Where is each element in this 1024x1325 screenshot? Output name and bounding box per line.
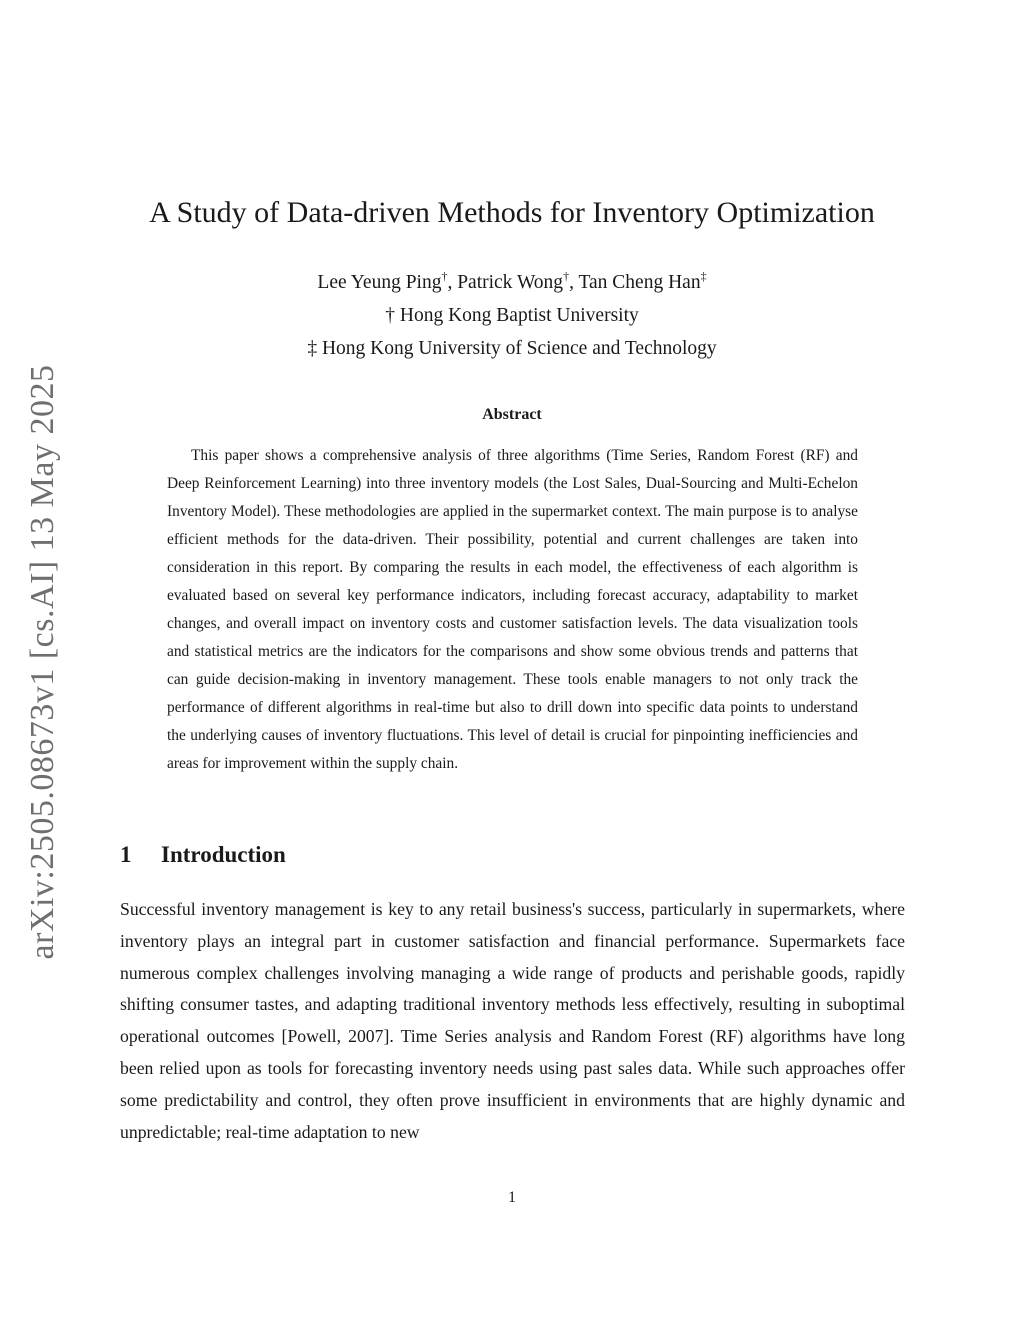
section-title: Introduction [161, 842, 286, 867]
author-name: Tan Cheng Han [578, 272, 701, 293]
section-number: 1 [120, 842, 132, 867]
author-name: Lee Yeung Ping [317, 272, 442, 293]
affiliation-line-1: † Hong Kong Baptist University [385, 305, 639, 326]
abstract-text: This paper shows a comprehensive analysis of three algorithms (Time Series, Random Forest (RF) and Deep Reinforcement Learning) into three inventory models (the Lost Sales, Dual-Sourcing and Multi-Echelon Inventory Model). These methodologies are applied in the supermarket context. The main purpose is to analyse efficient methods for the data-driven. Their possibility, potential and current challenges are taken into consideration in this report. By comparing the results in each model, the effectiveness of each algorithm is evaluated based on several key performance indicators, including forecast accuracy, adaptability to market changes, and overall impact on inventory costs and customer satisfaction levels. The data visualization tools and statistical metrics are the indicators for the comparisons and show some obvious trends and patterns that can guide decision-making in inventory management. These tools enable managers to not only track the performance of different algorithms in real-time but also to drill down into specific data points to understand the underlying causes of inventory fluctuations. This level of detail is crucial for pinpointing inefficiencies and areas for improvement within the supply chain. [167, 447, 858, 772]
abstract-heading: Abstract [482, 406, 542, 423]
affiliation-mark: † [563, 269, 570, 283]
author-block [0, 266, 1024, 365]
page-number: 1 [508, 1189, 516, 1206]
affiliation-line-2: ‡ Hong Kong University of Science and Technology [307, 338, 717, 359]
affiliation-mark: † [441, 269, 448, 283]
author-name: Patrick Wong [457, 272, 564, 293]
author-names-line: Lee Yeung Ping†, Patrick Wong†, Tan Cheng Han‡ [317, 269, 707, 293]
section-heading-introduction [120, 842, 286, 868]
affiliation-mark: ‡ [700, 269, 707, 283]
paper-title: A Study of Data-driven Methods for Inventory Optimization [149, 196, 875, 229]
introduction-text: Successful inventory management is key to any retail business's success, particularly in supermarkets, where inventory plays an integral part in customer satisfaction and financial performance. Supermarkets face numerous complex challenges involving managing a wide range of products and perishable goods, rapidly shifting consumer tastes, and adapting traditional inventory methods less effectively, resulting in suboptimal operational outcomes [Powell, 2007]. Time Series analysis and Random Forest (RF) algorithms have long been relied upon as tools for forecasting inventory needs using past sales data. While such approaches offer some predictability and control, they often prove insufficient in environments that are highly dynamic and unpredictable; real-time adaptation to new [120, 899, 905, 1142]
arxiv-identifier-stamp[interactable]: arXiv:2505.08673v1 [cs.AI] 13 May 2025 [24, 364, 61, 960]
